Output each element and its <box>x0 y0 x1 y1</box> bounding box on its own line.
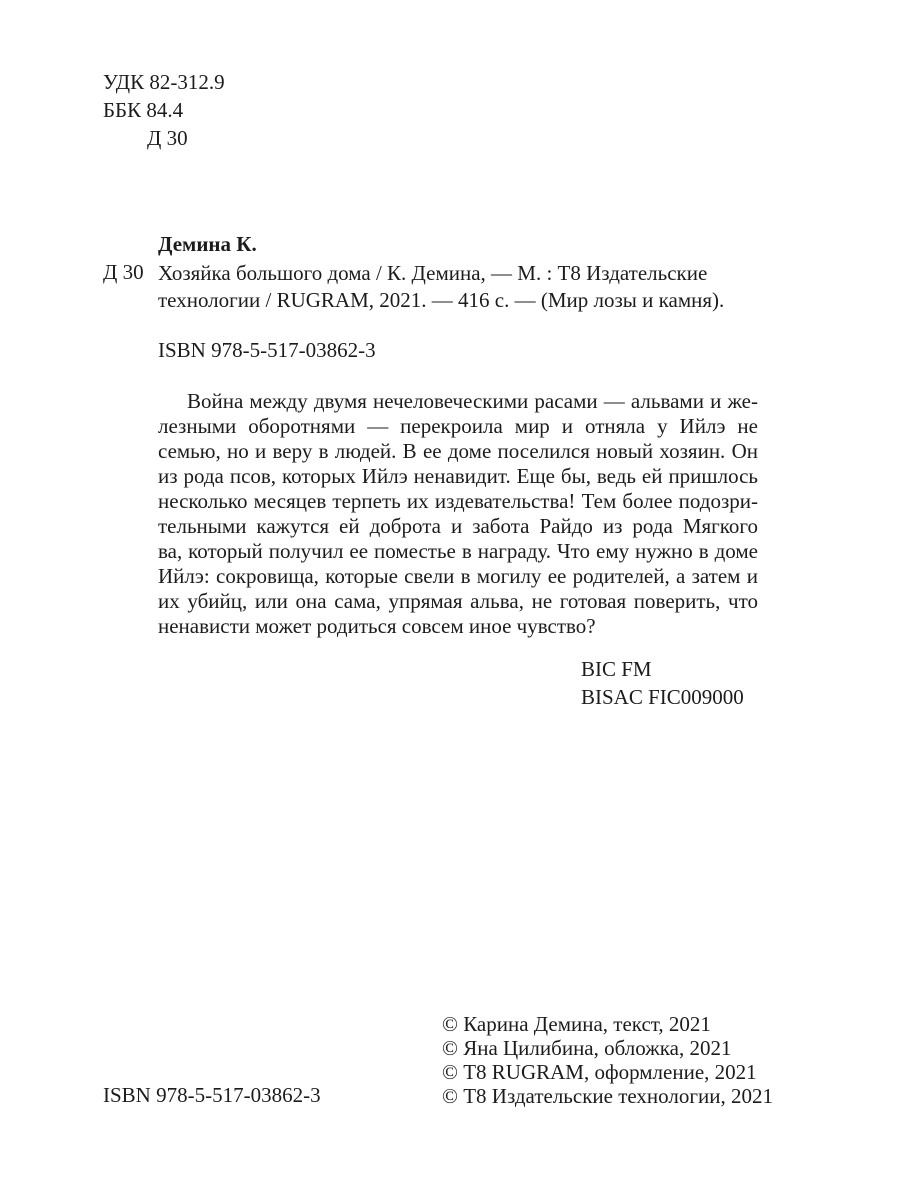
annotation-line: ненависти может родиться совсем иное чувство? <box>158 614 596 638</box>
annotation <box>158 389 758 639</box>
annotation-line: ва, который получил ее поместье в награду. Что ему нужно в доме <box>158 539 758 563</box>
annotation-line: из рода псов, которых Ийлэ ненавидит. Еще бы, ведь ей пришлось <box>158 464 758 488</box>
bisac-code: BISAC FIC009000 <box>581 685 744 709</box>
bbk-code: ББК 84.4 <box>103 98 184 122</box>
bib-line: Хозяйка большого дома / К. Демина, — М. : Т8 Издательские <box>158 261 708 285</box>
copyright-line: © Карина Демина, текст, 2021 <box>442 1012 711 1036</box>
copyright-line: © Яна Цилибина, обложка, 2021 <box>442 1036 732 1060</box>
annotation-line: тельными кажутся ей доброта и забота Райдо из рода Мягкого <box>158 514 758 538</box>
annotation-line: несколько месяцев терпеть их издевательства! Тем более подозри- <box>158 489 758 513</box>
bib-line: технологии / RUGRAM, 2021. — 416 с. — (Мир лозы и камня). <box>158 288 725 312</box>
cutter-code-side: Д 30 <box>103 260 144 284</box>
isbn-record: ISBN 978-5-517-03862-3 <box>158 338 376 362</box>
isbn-footer: ISBN 978-5-517-03862-3 <box>103 1083 321 1107</box>
annotation-line: их убийц, или она сама, упрямая альва, не готовая поверить, что <box>158 589 758 613</box>
copyright-line: © Т8 RUGRAM, оформление, 2021 <box>442 1060 757 1084</box>
annotation-line: Ийлэ: сокровища, которые свели в могилу ее родителей, а затем и <box>158 564 758 588</box>
copyright-block <box>442 1012 773 1108</box>
annotation-line: лезными оборотнями — перекроила мир и отняла у Ийлэ не <box>158 414 758 438</box>
copyright-line: © Т8 Издательские технологии, 2021 <box>442 1084 773 1108</box>
cutter-code: Д 30 <box>147 126 188 150</box>
author-name: Демина К. <box>158 232 257 256</box>
annotation-line: Война между двумя нечеловеческими расами — альвами и же- <box>187 389 758 413</box>
annotation-line: семью, но и веру в людей. В ее доме поселился новый хозяин. Он <box>158 439 758 463</box>
bibliographic-description <box>158 260 758 314</box>
bic-code: BIC FM <box>581 657 652 681</box>
udk-code: УДК 82-312.9 <box>103 70 225 94</box>
